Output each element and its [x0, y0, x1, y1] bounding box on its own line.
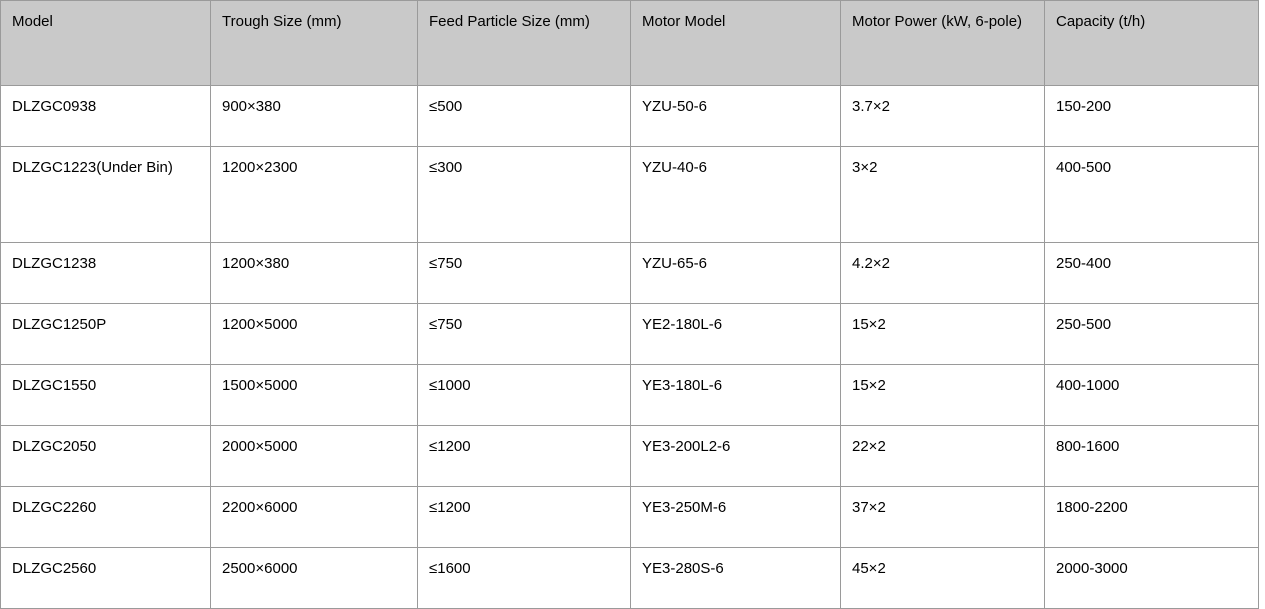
cell-capacity: 150-200	[1045, 86, 1259, 147]
table-row	[1, 426, 1259, 487]
cell-model: DLZGC1223(Under Bin)	[1, 147, 211, 243]
table-row	[1, 548, 1259, 609]
cell-model: DLZGC2050	[1, 426, 211, 487]
cell-motor-model: YE3-200L2-6	[631, 426, 841, 487]
cell-capacity: 400-1000	[1045, 365, 1259, 426]
cell-capacity: 250-500	[1045, 304, 1259, 365]
cell-model: DLZGC2260	[1, 487, 211, 548]
cell-motor-power: 3×2	[841, 147, 1045, 243]
cell-capacity: 250-400	[1045, 243, 1259, 304]
column-header-motor-model: Motor Model	[631, 1, 841, 86]
cell-trough-size: 1200×5000	[211, 304, 418, 365]
cell-motor-model: YZU-40-6	[631, 147, 841, 243]
table-row	[1, 365, 1259, 426]
cell-feed-particle-size: ≤1200	[418, 487, 631, 548]
cell-trough-size: 2000×5000	[211, 426, 418, 487]
cell-feed-particle-size: ≤750	[418, 304, 631, 365]
cell-motor-model: YE3-180L-6	[631, 365, 841, 426]
column-header-capacity: Capacity (t/h)	[1045, 1, 1259, 86]
cell-motor-power: 3.7×2	[841, 86, 1045, 147]
table-row	[1, 86, 1259, 147]
cell-model: DLZGC1238	[1, 243, 211, 304]
cell-motor-model: YE3-250M-6	[631, 487, 841, 548]
cell-motor-power: 15×2	[841, 365, 1045, 426]
cell-model: DLZGC0938	[1, 86, 211, 147]
cell-capacity: 1800-2200	[1045, 487, 1259, 548]
cell-motor-model: YE3-280S-6	[631, 548, 841, 609]
cell-trough-size: 1500×5000	[211, 365, 418, 426]
table-header-row	[1, 1, 1259, 86]
cell-motor-power: 45×2	[841, 548, 1045, 609]
cell-motor-power: 22×2	[841, 426, 1045, 487]
cell-trough-size: 1200×380	[211, 243, 418, 304]
cell-trough-size: 2200×6000	[211, 487, 418, 548]
cell-feed-particle-size: ≤1200	[418, 426, 631, 487]
cell-capacity: 2000-3000	[1045, 548, 1259, 609]
cell-trough-size: 1200×2300	[211, 147, 418, 243]
table-row	[1, 243, 1259, 304]
cell-motor-power: 4.2×2	[841, 243, 1045, 304]
cell-model: DLZGC1550	[1, 365, 211, 426]
cell-capacity: 800-1600	[1045, 426, 1259, 487]
column-header-feed-particle-size: Feed Particle Size (mm)	[418, 1, 631, 86]
column-header-model: Model	[1, 1, 211, 86]
cell-feed-particle-size: ≤750	[418, 243, 631, 304]
cell-motor-model: YE2-180L-6	[631, 304, 841, 365]
cell-capacity: 400-500	[1045, 147, 1259, 243]
cell-model: DLZGC2560	[1, 548, 211, 609]
cell-feed-particle-size: ≤500	[418, 86, 631, 147]
cell-motor-power: 37×2	[841, 487, 1045, 548]
cell-model: DLZGC1250P	[1, 304, 211, 365]
cell-trough-size: 900×380	[211, 86, 418, 147]
table-body	[1, 86, 1259, 609]
cell-feed-particle-size: ≤1000	[418, 365, 631, 426]
cell-feed-particle-size: ≤300	[418, 147, 631, 243]
cell-trough-size: 2500×6000	[211, 548, 418, 609]
cell-feed-particle-size: ≤1600	[418, 548, 631, 609]
table-header	[1, 1, 1259, 86]
table-row	[1, 304, 1259, 365]
column-header-trough-size: Trough Size (mm)	[211, 1, 418, 86]
cell-motor-model: YZU-65-6	[631, 243, 841, 304]
column-header-motor-power: Motor Power (kW, 6-pole)	[841, 1, 1045, 86]
cell-motor-model: YZU-50-6	[631, 86, 841, 147]
cell-motor-power: 15×2	[841, 304, 1045, 365]
table-row	[1, 487, 1259, 548]
table-row	[1, 147, 1259, 243]
